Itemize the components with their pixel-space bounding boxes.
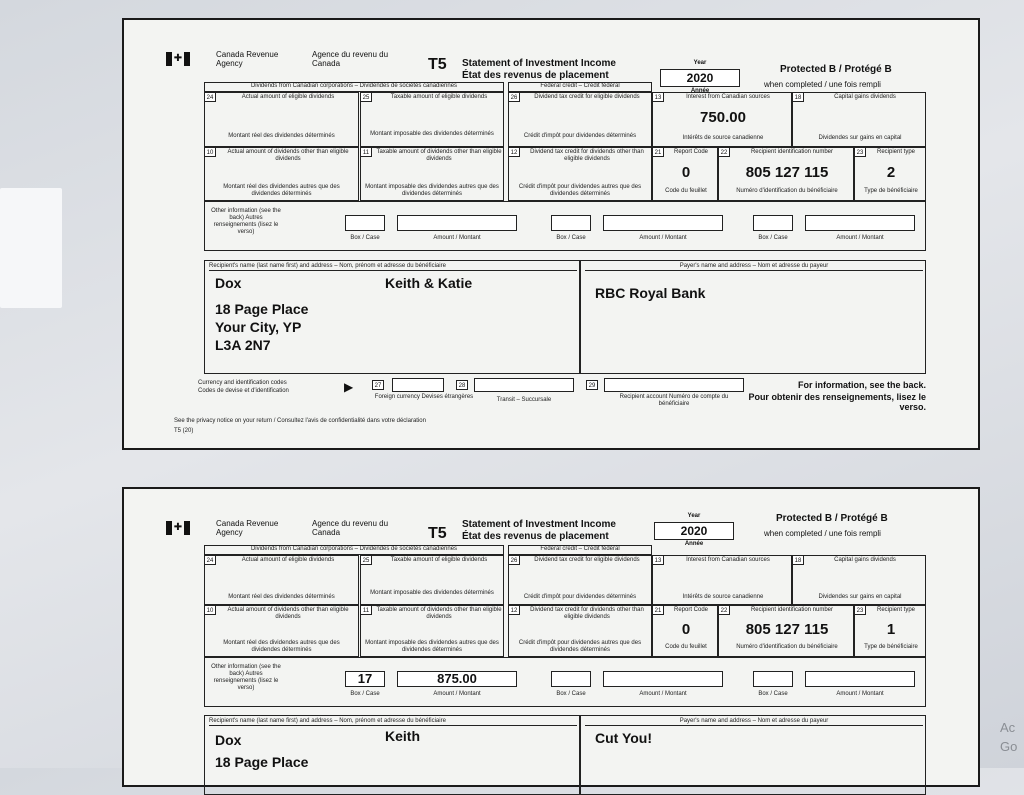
box-28-transit [474,378,574,392]
box-29-recipient-account [604,378,744,392]
screen-edge-text: Ac Go [1000,720,1018,754]
interest-amount: 750.00 [700,109,746,126]
canada-flag-icon: ✚ [166,52,190,66]
box-22: 22 Recipient identification number 805 127 115 Numéro d'identification du bénéficiaire [718,147,854,201]
agency-name-fr: Agence du revenu du Canada [312,519,389,537]
recipient-address-line-1: 18 Page Place [215,754,309,770]
recipient-first-name: Keith [385,728,420,744]
form-title-en: Statement of Investment Income [462,58,616,69]
box-12: 12 Dividend tax credit for dividends other than eligible dividends Crédit d'impôt pour dividendes autres que des dividendes déterminés [508,147,652,201]
payer-name: RBC Royal Bank [595,285,706,301]
agency-name-en: Canada Revenue Agency [216,519,279,537]
year-label: Year [687,513,701,519]
dividends-header: Dividends from Canadian corporations – Dividendes de sociétés canadiennes [204,82,504,92]
other-info-box-1 [345,671,385,687]
box-23: 23 Recipient type 2 Type de bénéficiaire [854,147,926,201]
box-23: 23 Recipient type 1 Type de bénéficiaire [854,605,926,657]
box-24: 24 Actual amount of eligible dividends Montant réel des dividendes déterminés [204,92,359,147]
protected-b-label: Protected B / Protégé B [780,64,892,75]
privacy-notice: See the privacy notice on your return / Consultez l'avis de confidentialité dans votre déclaration [174,418,426,424]
other-info-amount-1 [397,215,517,231]
recipient-id-number: 805 127 115 [745,621,829,638]
protected-b-label: Protected B / Protégé B [776,513,888,524]
other-info-amount-3 [805,671,915,687]
recipient-address-line-2: Your City, YP [215,319,302,335]
protected-when-completed: when completed / une fois rempli [764,80,881,89]
form-id: T5 (20) [174,428,194,434]
federal-credit-header: Federal credit – Crédit fédéral [508,545,652,555]
box-18: 18 Capital gains dividends Dividendes sur gains en capital [792,555,926,605]
screen-glare [0,188,62,308]
canada-flag-icon: ✚ [166,521,190,535]
form-code: T5 [428,56,447,73]
annee-label: Année [684,541,704,547]
t5-slip-1: ✚ Canada Revenue Agency Agence du revenu du Canada T5 Statement of Investment Income État des revenus de placement Year 2020 Année Protected B / Protégé B when completed / une fois rempli Dividends from Canadian corporations – Dividendes de sociétés canadiennes Federal credit – Crédit fédéral 24 Actual amount of eligible dividends Montant réel des dividendes déterminés 25 Taxable amount of eligible dividends Montant imposable des dividendes déterminés 26 Dividend tax credit for eligible dividends Crédit d'impôt pour dividendes déterminés 13 Interest from Canadian sources 750.00 Intérêts de source canadienne 18 Capital gains dividends Dividendes sur gains en capital 10 Actual amount of dividends other than eligible dividends Montant réel des dividendes autres que des dividendes déterminés 11 Taxable amount of dividends other than eligible dividends Montant imposable des dividendes autres que des dividendes déterminés 12 Dividend tax credit for dividends other than eligible dividends Crédit d'impôt pour dividendes autres que des dividendes déterminés 21 Report Code 0 Code du feuillet 22 Recipient identification number 805 127 115 Numéro d'identification du bénéficiaire 23 Recipient type 2 Type de bénéficiaire Other information (see the back) Autres renseignements (lisez le verso) Box / Case Amount / Montant Box / Case Amount / Montant Box / Case Amount / Montant Recipient's name (last name first) and address – Nom, prénom et adresse du bénéficiaire Dox Keith & Katie 18 Page Place Your City, YP L3A 2N7 Payer's name and address – Nom et adresse du payeur RBC Royal Bank Currency and identification codes Codes de devise et d'identification ▶ 27 28 29 Foreign currency Devises étrangères Transit – Succursale Recipient account Numéro de compte du bénéficiaire For information, see the back. Pour obtenir des renseignements, lisez le verso. See the privacy notice on your return / Consultez l'avis de confidentialité dans votre déclaration T5 (20) [122,18,980,450]
info-see-back-fr: Pour obtenir des renseignements, lisez le verso. [748,392,926,412]
other-info-box-1 [345,215,385,231]
recipient-address-line-1: 18 Page Place [215,301,309,317]
other-info-box-2 [551,215,591,231]
recipient-id-number: 805 127 115 [745,164,829,181]
box-22: 22 Recipient identification number 805 127 115 Numéro d'identification du bénéficiaire [718,605,854,657]
box-27-foreign-currency [392,378,444,392]
t5-slip-2 [122,487,980,787]
other-info-amount-2 [603,671,723,687]
arrow-right-icon: ▶ [344,380,354,394]
box-25: 25 Taxable amount of eligible dividends Montant imposable des dividendes déterminés [360,92,504,147]
other-info-box-value: 17 [357,671,373,686]
form-code: T5 [428,525,447,542]
dividends-header: Dividends from Canadian corporations – Dividendes de sociétés canadiennes [204,545,504,555]
agency-name-fr: Agence du revenu du Canada [312,50,389,68]
form-title-en: Statement of Investment Income [462,519,616,530]
protected-when-completed: when completed / une fois rempli [764,529,881,538]
other-info-box-2 [551,671,591,687]
box-21: 21 Report Code 0 Code du feuillet [652,147,718,201]
box-18: 18 Capital gains dividends Dividendes sur gains en capital [792,92,926,147]
other-information-row: Other information (see the back) Autres renseignements (lisez le verso) Box / Case Amount / Montant Box / Case Amount / Montant Box / Case Amount / Montant [204,201,926,251]
report-code: 0 [681,164,691,181]
box-10: 10 Actual amount of dividends other than eligible dividends Montant réel des dividendes autres que des dividendes déterminés [204,605,359,657]
recipient-name-address: Recipient's name (last name first) and address – Nom, prénom et adresse du bénéficiaire Dox Keith 18 Page Place [204,715,580,795]
year-field: 2020 [654,522,734,540]
box-11: 11 Taxable amount of dividends other than eligible dividends Montant imposable des dividendes autres que des dividendes déterminés [360,147,504,201]
payer-name-address: Payer's name and address – Nom et adresse du payeur Cut You! [580,715,926,795]
currency-codes-fr: Codes de devise et d'identification [198,388,289,394]
currency-codes-en: Currency and identification codes [198,380,287,386]
recipient-type: 2 [886,164,896,181]
other-info-amount-3 [805,215,915,231]
other-info-box-3 [753,215,793,231]
box-10: 10 Actual amount of dividends other than eligible dividends Montant réel des dividendes autres que des dividendes déterminés [204,147,359,201]
payer-name: Cut You! [595,730,653,746]
info-see-back: For information, see the back. [797,380,926,390]
recipient-last-name: Dox [215,275,242,291]
box-26: 26 Dividend tax credit for eligible dividends Crédit d'impôt pour dividendes déterminés [508,92,652,147]
recipient-last-name: Dox [215,732,242,748]
box-21: 21 Report Code 0 Code du feuillet [652,605,718,657]
box-24: 24 Actual amount of eligible dividends Montant réel des dividendes déterminés [204,555,359,605]
other-information-row: Other information (see the back) Autres renseignements (lisez le verso) 17 875.00 Box / Case Amount / Montant Box / Case Amount / Montant Box / Case Amount / Montant [204,657,926,707]
recipient-type: 1 [886,621,896,638]
other-info-box-3 [753,671,793,687]
box-13: 13 Interest from Canadian sources Intérêts de source canadienne [652,555,792,605]
box-12: 12 Dividend tax credit for dividends other than eligible dividends Crédit d'impôt pour dividendes autres que des dividendes déterminés [508,605,652,657]
recipient-name-address: Recipient's name (last name first) and address – Nom, prénom et adresse du bénéficiaire Dox Keith & Katie 18 Page Place Your City, YP L3A 2N7 [204,260,580,374]
box-26: 26 Dividend tax credit for eligible dividends Crédit d'impôt pour dividendes déterminés [508,555,652,605]
payer-name-address: Payer's name and address – Nom et adresse du payeur RBC Royal Bank [580,260,926,374]
annee-label: Année [690,88,710,94]
box-13: 13 Interest from Canadian sources 750.00 Intérêts de source canadienne [652,92,792,147]
form-title-fr: État des revenus de placement [462,70,609,81]
report-code: 0 [681,621,691,638]
box-25: 25 Taxable amount of eligible dividends Montant imposable des dividendes déterminés [360,555,504,605]
agency-name-en: Canada Revenue Agency [216,50,279,68]
form-title-fr: État des revenus de placement [462,531,609,542]
year-field: 2020 [660,69,740,87]
box-11: 11 Taxable amount of dividends other than eligible dividends Montant imposable des dividendes autres que des dividendes déterminés [360,605,504,657]
other-info-amount-value: 875.00 [437,671,477,686]
recipient-address-line-3: L3A 2N7 [215,337,271,353]
other-info-amount-1 [397,671,517,687]
recipient-first-name: Keith & Katie [385,275,473,291]
other-info-amount-2 [603,215,723,231]
federal-credit-header: Federal credit – Crédit fédéral [508,82,652,92]
year-label: Year [693,60,707,66]
